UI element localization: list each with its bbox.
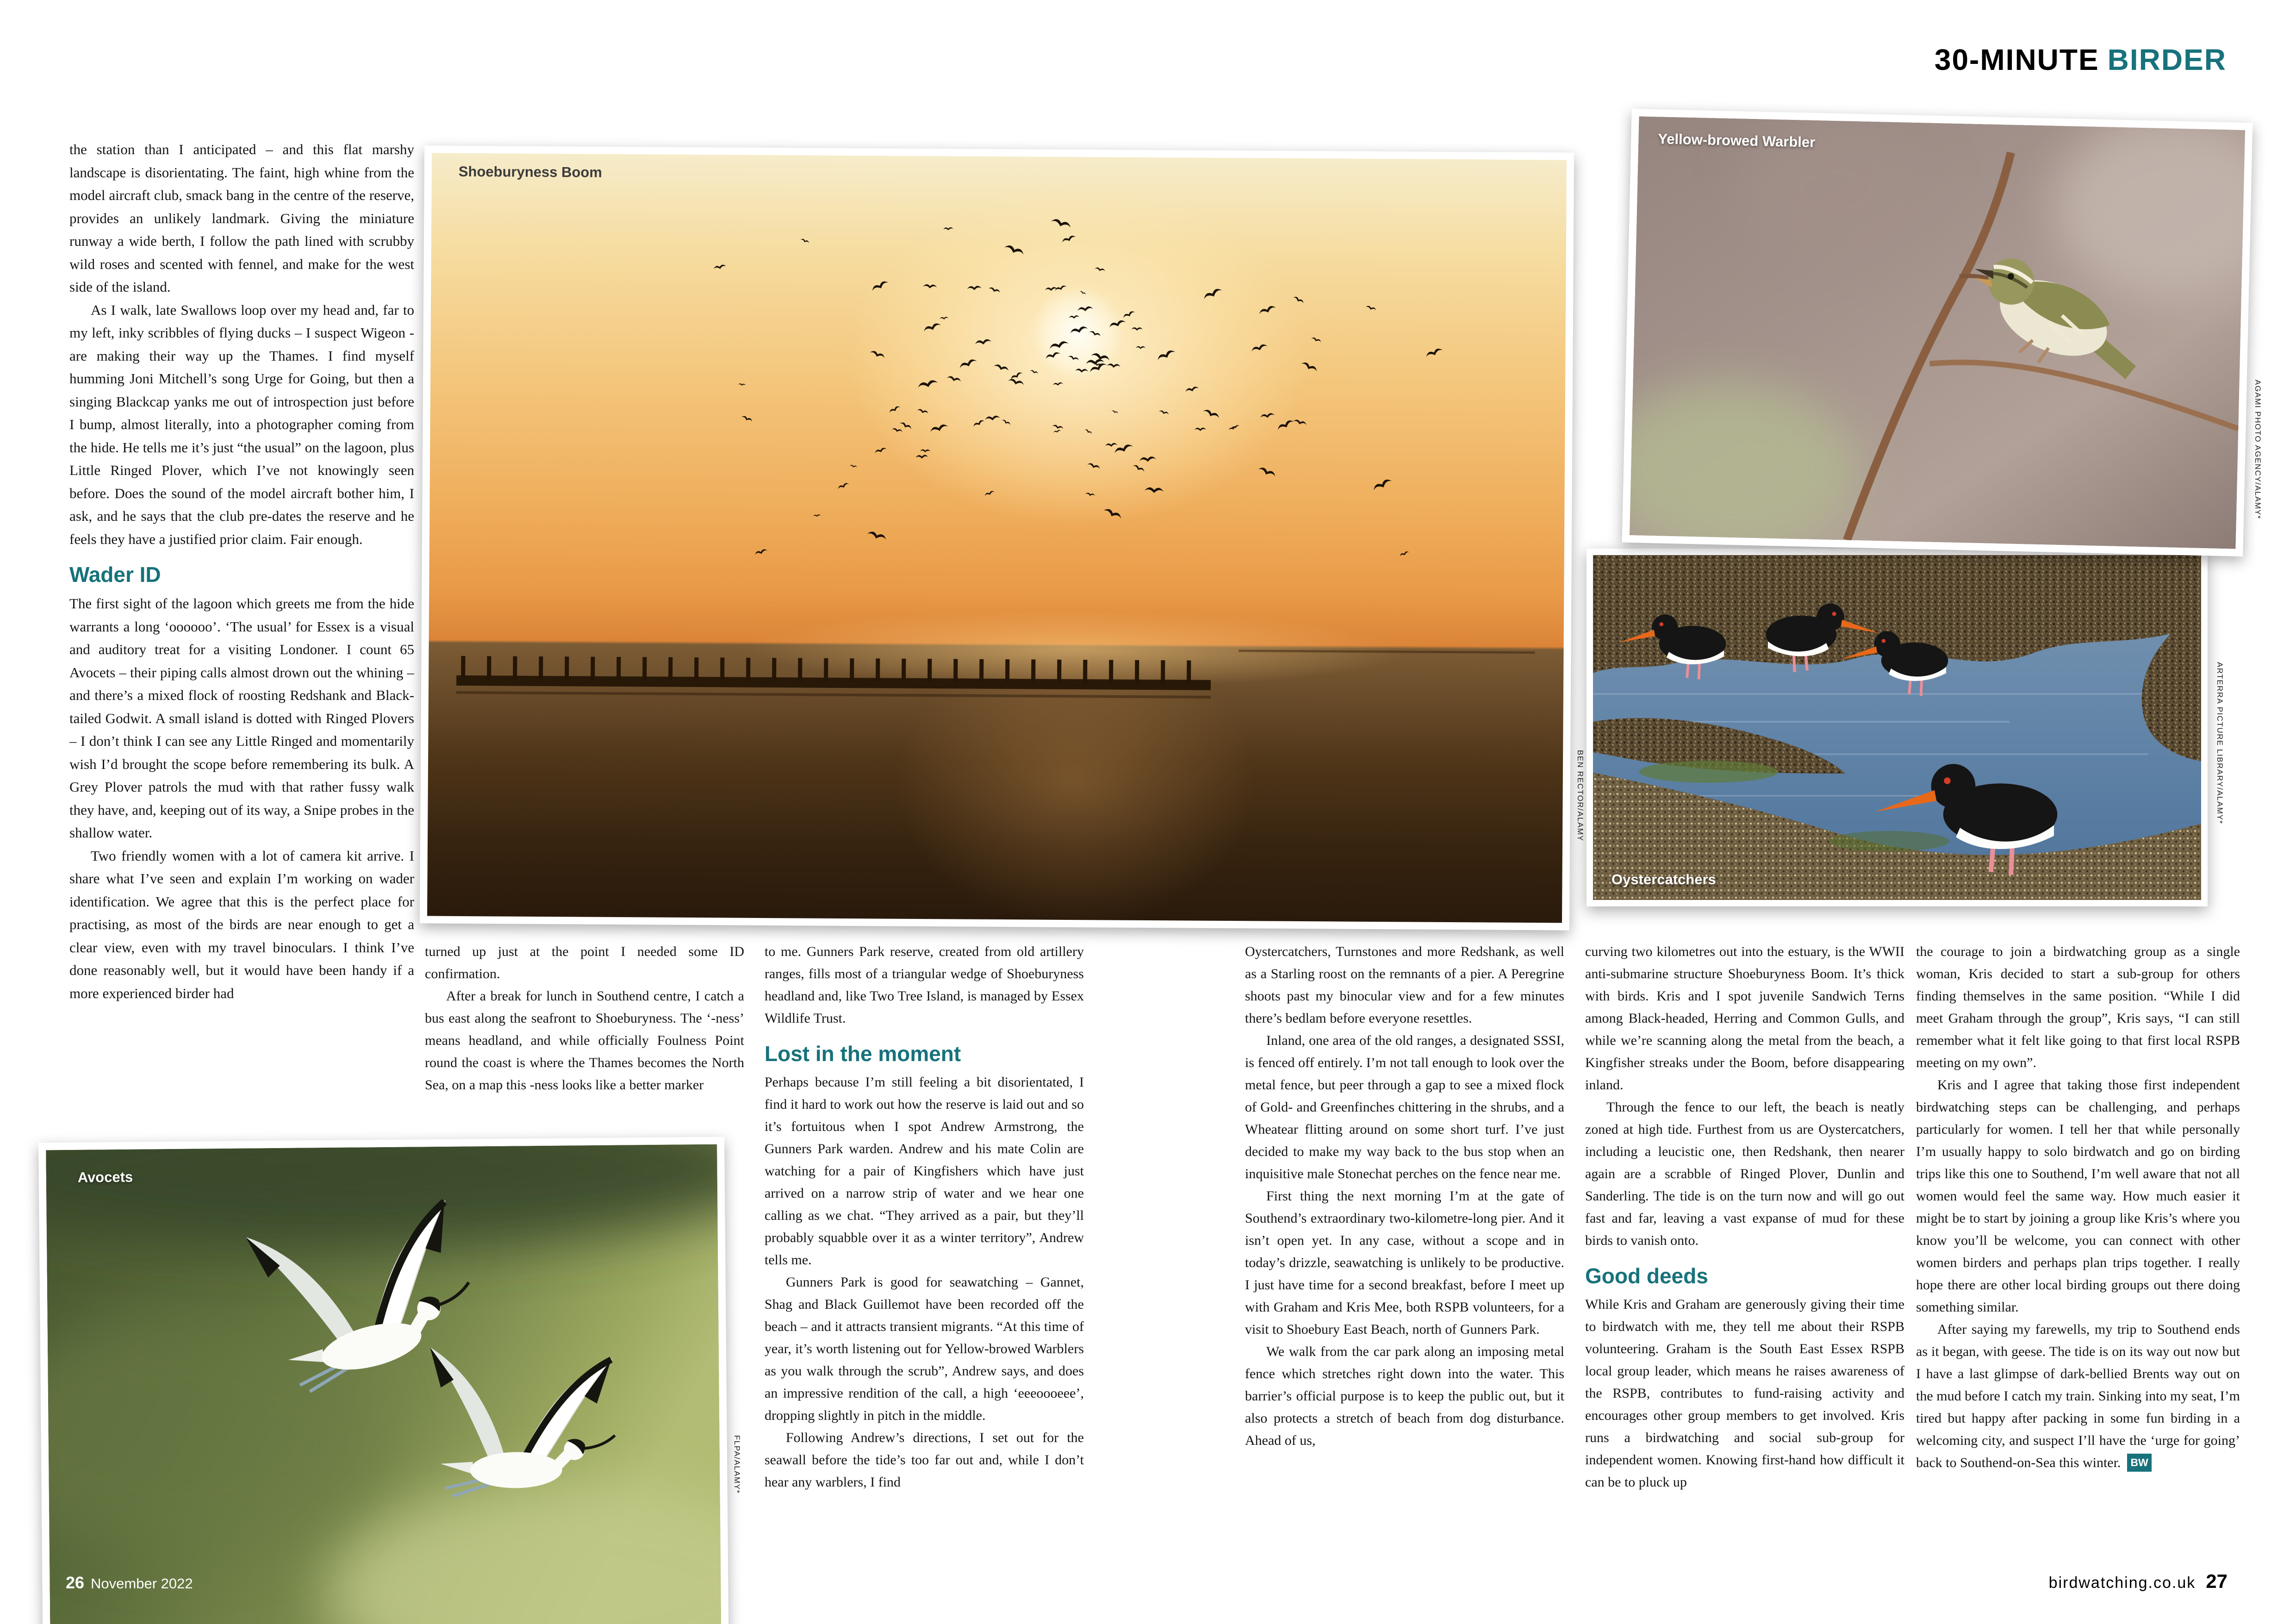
body-paragraph: the courage to join a birdwatching group as a single woman, Kris decided to start a sub-group for others finding themselves in the same position. “While I did meet Graham through the group”, Kris says, “I can still remember what it felt like going to that first local RSPB meeting on my own”. [1916, 944, 2240, 1070]
photo-credit-boom: BEN RECTOR/ALAMY [1576, 750, 1585, 842]
body-paragraph: the station than I anticipated – and this flat marshy landscape is disorientating. The faint, high whine from the model aircraft club, smack bang in the centre of the reserve, provides an unlikely landmark. Giving the miniature runway a wide berth, I follow the path lined with scrubby wild roses and scented with fennel, and make for the west side of the island. [69, 141, 414, 295]
article-column-4 [1245, 941, 1564, 1593]
body-paragraph: to me. Gunners Park reserve, created from old artillery ranges, fills most of a triangular wedge of Shoeburyness headland and, like Two Tree Island, is managed by Essex Wildlife Trust. [765, 944, 1084, 1026]
avocets-photo [38, 1137, 729, 1624]
body-paragraph: After a break for lunch in Southend centre, I catch a bus east along the seafront to Shoeburyness. The ‘-ness’ means headland, and while officially Foulness Point round the coast is where the Thames becomes the North Sea, on a map this -ness looks like a better marker [425, 988, 744, 1093]
page-number-right: 27 [2206, 1570, 2228, 1592]
body-paragraph: turned up just at the point I needed some ID confirmation. [425, 944, 744, 981]
pier-silhouette [456, 645, 1535, 700]
article-column-2 [425, 941, 744, 1163]
starling-flock [711, 216, 1444, 560]
article-column-5 [1585, 941, 1904, 1593]
photo-credit-oystercatchers: ARTERRA PICTURE LIBRARY/ALAMY* [2215, 662, 2224, 824]
body-paragraph: While Kris and Graham are generously giving their time to birdwatch with me, they tell me about their RSPB volunteering. Graham is the South East Essex RSPB local group leader, which means he raises awareness of the RSPB, contributes to fund-raising activity and encourages other group members to get involved. Kris runs a birdwatching and social sub-group for independent women. Knowing first-hand how difficult it can be to pluck up [1585, 1297, 1904, 1490]
body-paragraph: Two friendly women with a lot of camera kit arrive. I share what I’ve seen and explain I’m working on wader identification. We agree that this is the perfect place for practising, as most of the birds are near enough to get a clear view, even with my travel binoculars. I think I’ve done reasonably well, but it would have been handy if a more experienced birder had [69, 847, 414, 1001]
article-column-1 [69, 138, 414, 1138]
body-paragraph: The first sight of the lagoon which greets me from the hide warrants a long ‘oooooo’. ‘The usual’ for Essex is a visual and auditory treat for a visiting Londoner. I count 65 Avocets – their piping calls almost drown out the whining – and there’s a mixed flock of roosting Redshank and Black-tailed Godwit. A small island is dotted with Ringed Plovers – I don’t think I can see any Little Ringed and momentarily wish I’d brought the scope before remembering its bulk. A Grey Plover patrols the mud with that rather fussy walk they have, and, keeping out of its way, a Snipe probes in the shallow water. [69, 595, 414, 841]
body-paragraph: Perhaps because I’m still feeling a bit disorientated, I find it hard to work out how the reserve is laid out and so it’s fortuitous when I spot Andrew Armstrong, the Gunners Park warden. Andrew and his mate Colin are watching for a pair of Kingfishers which have just arrived on a narrow strip of water and we hear one calling as we chat. “They arrived as a pair, but they’ll probably squabble over it as a winter territory”, Andrew tells me. [765, 1074, 1084, 1268]
body-paragraph: Gunners Park is good for seawatching – Gannet, Shag and Black Guillemot have been recorded off the beach – and it attracts transient migrants. “At this time of year, it’s worth listening out for Yellow-browed Warblers as you walk through the scrub”, Andrew says, and does an impressive rendition of the call, a high ‘eeeoooeee’, dropping slightly in pitch in the middle. [765, 1274, 1084, 1423]
body-paragraph: curving two kilometres out into the estuary, is the WWII anti-submarine structure Shoeburyness Boom. It’s thick with birds. Kris and I spot juvenile Sandwich Terns among Black-headed, Herring and Common Gulls, and while we’re scanning along the metal from the beach, a Kingfisher streaks under the Boom, before disappearing inland. [1585, 944, 1904, 1093]
photo-caption-oystercatchers: Oystercatchers [1612, 871, 1716, 887]
boom-sunset-photo [420, 145, 1574, 930]
article-column-6 [1916, 941, 2240, 1593]
body-paragraph: Inland, one area of the old ranges, a designated SSSI, is fenced off entirely. I’m not tall enough to look over the metal fence, but peer through a gap to see a mixed flock of Gold- and Greenfinches chittering in the shrubs, and a Wheatear flitting around on some short turf. I’ve just decided to make my way back to the bus stop when an inquisitive male Stonechat perches on the fence near me. [1245, 1033, 1564, 1181]
end-of-article-badge: BW [2127, 1454, 2151, 1472]
body-paragraph: After saying my farewells, my trip to Southend ends as it began, with geese. The tide is on its way out now but I have a last glimpse of dark-bellied Brents way out on the mud before I catch my train. Sinking into my seat, I’m tired but happy after packing in some fun birding in a welcoming city, and suspect I’ll have the ‘urge for going’ back to Southend-on-Sea this winter. BW [1916, 1318, 2240, 1474]
section-heading: Wader ID [69, 562, 161, 587]
issue-date: November 2022 [91, 1575, 193, 1592]
avocets-photo-illustration [46, 1144, 722, 1624]
body-paragraph: Oystercatchers, Turnstones and more Redshank, as well as a Starling roost on the remnants of a pier. A Peregrine shoots past my binocular view and for a few minutes there’s bedlam before everyone resettles. [1245, 944, 1564, 1026]
photo-caption-boom: Shoeburyness Boom [458, 163, 602, 181]
boom-photo-illustration [427, 153, 1567, 923]
oystercatchers-photo-illustration [1593, 555, 2201, 900]
article-column-3 [765, 941, 1084, 1593]
photo-caption-warbler: Yellow-browed Warbler [1657, 131, 1816, 150]
section-heading: Good deeds [1585, 1264, 1708, 1288]
section-header-part1: 30-MINUTE [1934, 43, 2099, 76]
page-number-left: 26 [66, 1573, 85, 1592]
section-header [1935, 43, 2227, 77]
section-header-part2: BIRDER [2107, 43, 2227, 76]
body-paragraph: First thing the next morning I’m at the gate of Southend’s extraordinary two-kilometre-long pier. And it isn’t open yet. In any case, without a scope and in today’s drizzle, seawatching is unlikely to be productive. I just have time for a second breakfast, before I meet up with Graham and Kris Mee, both RSPB volunteers, for a visit to Shoebury East Beach, north of Gunners Park. [1245, 1188, 1564, 1337]
photo-credit-avocets: FLPA/ALAMY* [733, 1435, 741, 1494]
footer-left [66, 1573, 193, 1593]
footer-right [2049, 1570, 2228, 1593]
warbler-photo-illustration [1630, 116, 2245, 549]
body-paragraph: Following Andrew’s directions, I set out for the seawall before the tide’s too far out and, while I don’t hear any warblers, I find [765, 1430, 1084, 1490]
body-paragraph: We walk from the car park along an imposing metal fence which stretches right down into the water. This barrier’s official purpose is to keep the public out, but it also protects a stretch of beach from dog disturbance. Ahead of us, [1245, 1344, 1564, 1448]
warbler-photo [1622, 109, 2253, 556]
oystercatchers-photo [1587, 549, 2208, 906]
website-url: birdwatching.co.uk [2048, 1574, 2196, 1592]
photo-credit-warbler: AGAMI PHOTO AGENCY/ALAMY* [2253, 380, 2262, 519]
body-paragraph: Through the fence to our left, the beach is neatly zoned at high tide. Furthest from us are Oystercatchers, including a leucistic one, then Redshank, then nearer again are a scrabble of Ringed Plover, Dunlin and Sanderling. The tide is on the turn now and will go out fast and far, leaving a vast expanse of mud for these birds to vanish onto. [1585, 1099, 1904, 1248]
photo-caption-avocets: Avocets [77, 1168, 133, 1186]
body-paragraph: As I walk, late Swallows loop over my head and, far to my left, inky scribbles of flying ducks – I suspect Wigeon - are making their way up the Thames. I find myself humming Joni Mitchell’s song Urge for Going, but then a singing Blackcap yanks me out of introspection just before I bump, almost literally, into a photographer coming from the hide. He tells me it’s just “the usual” on the lagoon, plus Little Ringed Plover, which I’ve not knowingly seen before. Does the sound of the model aircraft bother him, I ask, and he says that the club pre-dates the reserve and he feels they have a justified prior claim. Fair enough. [69, 301, 414, 547]
body-paragraph: Kris and I agree that taking those first independent birdwatching steps can be challenging, and perhaps particularly for women. I tell her that while personally I’m usually happy to solo birdwatch and go on birding trips like this one to Southend, I’m well aware that not all women would feel the same way. How much easier it might be to start by joining a group like Kris’s where you know you’ll be welcome, you can connect with other women birders and perhaps plan trips together. I really hope there are other local birding groups out there doing something similar. [1916, 1077, 2240, 1315]
section-heading: Lost in the moment [765, 1042, 961, 1066]
